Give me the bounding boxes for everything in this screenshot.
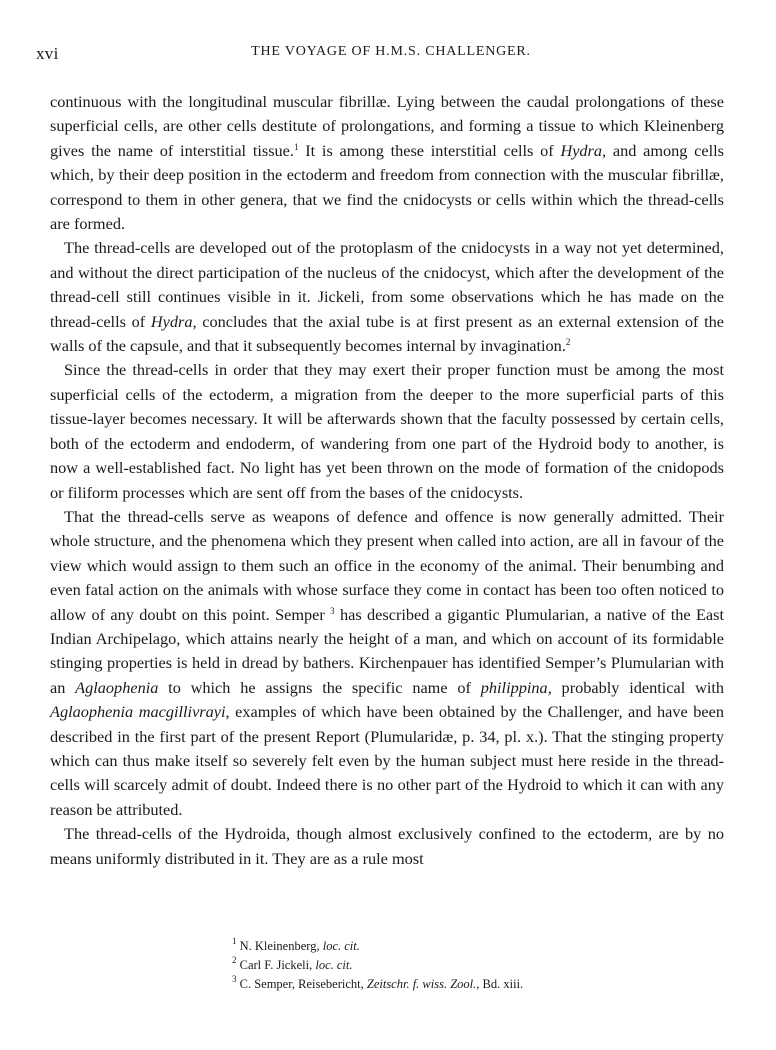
paragraph: [50, 236, 724, 358]
text-run: , examples of which have been obtained by the Challenger, and have been described in the first part of the present Report (Plumularidæ, p. 34, pl. x.). That the stinging property which can thus make itself so severely felt even by the human subject must here reside in the thread-cells will scarcely admit of doubt. Indeed there is no other part of the Hydroid to which it can with any reason be attributed.: [50, 702, 724, 819]
italic-text: loc. cit.: [315, 958, 353, 972]
paragraph: [50, 505, 724, 822]
text-run: Carl F. Jickeli,: [236, 958, 316, 972]
text-run: has described a gigantic Plumularian, a native of the East Indian Archipelago, which attains nearly the height of a man, and which on account of its formidable stinging properties is held in dread by bathers. Kirchenpauer has identified Semper’s Plumularian with an: [50, 604, 724, 697]
text-run: , Bd. xiii.: [476, 977, 524, 991]
text-run: N. Kleinenberg,: [236, 939, 323, 953]
footnote-number: 2: [232, 955, 237, 965]
footnote-ref: 2: [565, 337, 571, 348]
text-run: That the thread-cells serve as weapons of defence and offence is now generally admitted. Their whole structure, and the phenomena which they present when called into action, are all in favour of the view which would assign to them such an office in the economy of the animal. Their benumbing and even fatal action on the animals with whose surface they come in contact has been too often noticed to allow of any doubt on this point. Semper: [50, 506, 724, 624]
text-run: , concludes that the axial tube is at first present as an external extension of the walls of the capsule, and that it subsequently becomes internal by invagination.: [50, 311, 724, 356]
footnote: [232, 937, 712, 956]
text-run: , probably identical with: [547, 677, 725, 697]
text-run: The thread-cells are developed out of the protoplasm of the cnidocysts in a way not yet determined, and without the direct participation of the nucleus of the cnidocyst, which after the development of the thread-cell still continues visible in it. Jickeli, from some observations which he has made on the thread-cells of: [50, 238, 724, 331]
body-text: [50, 90, 724, 871]
italic-text: Hydra: [560, 140, 603, 160]
italic-text: Aglaophenia: [75, 677, 159, 697]
running-title: THE VOYAGE OF H.M.S. CHALLENGER.: [251, 44, 531, 59]
paragraph: [50, 358, 724, 504]
italic-text: Aglaophenia macgillivrayi: [50, 702, 226, 722]
footnote-number: 1: [232, 936, 237, 946]
footnote-ref: 1: [293, 141, 299, 152]
footnote-ref: 3: [330, 605, 335, 616]
text-run: Since the thread-cells in order that they may exert their proper function must be among the most superficial cells of the ectoderm, a migration from the deeper to the more superficial parts of this tissue-layer becomes necessary. It will be afterwards shown that the faculty possessed by certain cells, both of the ectoderm and endoderm, of wandering from one part of the Hydroid body to another, is now a well-established fact. No light has yet been thrown on the mode of formation of the cnidopods or filiform processes which are sent off from the bases of the cnidocysts.: [50, 360, 724, 502]
text-run: The thread-cells of the Hydroida, though almost exclusively confined to the ectoderm, are by no means uniformly distributed in it. They are as a rule most: [50, 824, 724, 868]
footnote: [232, 956, 712, 975]
footnotes: [232, 937, 712, 994]
page-number: xvi: [36, 44, 59, 63]
paragraph: [50, 90, 724, 236]
text-run: to which he assigns the specific name of: [158, 677, 481, 697]
italic-text: philippina: [480, 677, 548, 697]
text-run: It is among these interstitial cells of: [298, 140, 561, 160]
italic-text: Hydra: [150, 311, 193, 331]
paragraph: [50, 822, 724, 871]
italic-text: Zeitschr. f. wiss. Zool.: [366, 977, 477, 991]
text-run: continuous with the longitudinal muscular fibrillæ. Lying between the caudal prolongations of these superficial cells, are other cells destitute of prolongations, and forming a tissue to which Kleinenberg gives the name of interstitial tissue.: [50, 92, 724, 160]
italic-text: loc. cit.: [322, 939, 360, 953]
footnote-number: 3: [232, 974, 237, 984]
text-run: C. Semper, Reisebericht,: [236, 977, 367, 991]
footnote: [232, 975, 712, 994]
text-run: , and among cells which, by their deep position in the ectoderm and freedom from connection with the muscular fibrillæ, correspond to them in other genera, that we find the cnidocysts or cells within which the thread-cells are formed.: [50, 140, 725, 234]
